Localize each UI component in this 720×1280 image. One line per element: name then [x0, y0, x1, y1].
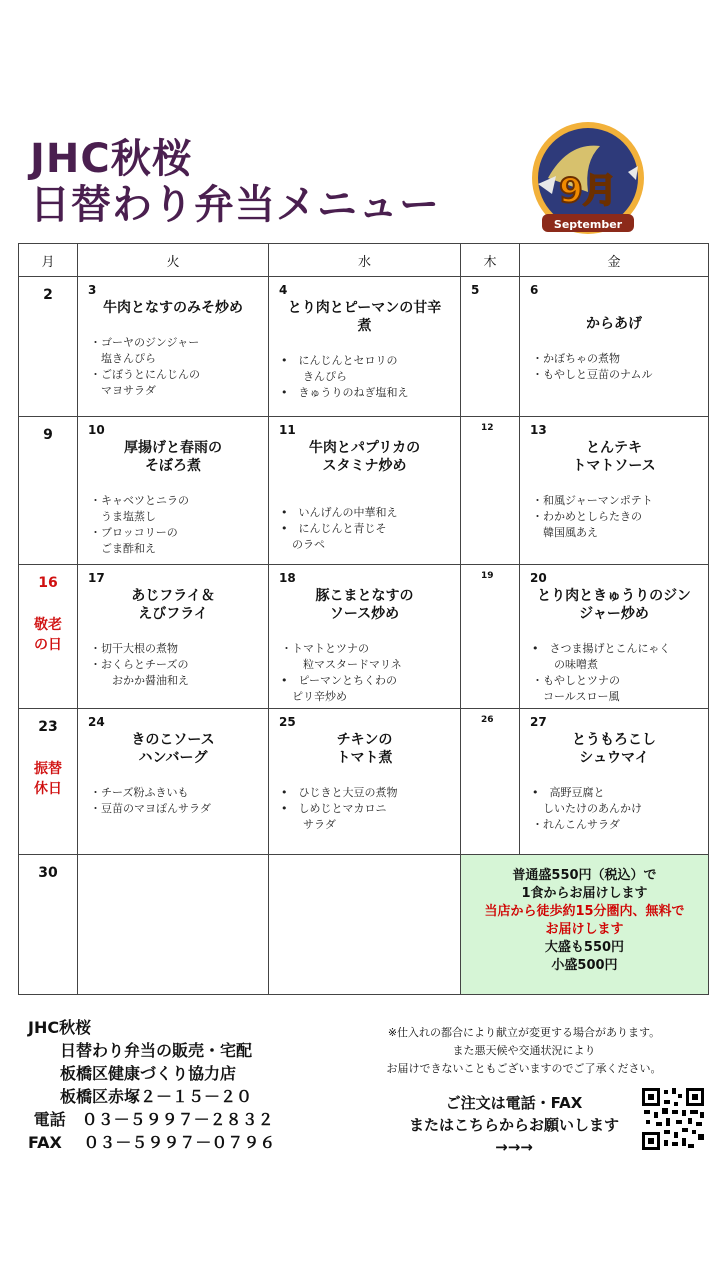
delivery-note: 当店から徒歩約15分圏内、無料で	[484, 904, 685, 919]
side-dish: • 高野豆腐と しいたけのあんかけ	[532, 786, 642, 815]
side-dish: ・切干大根の煮物	[90, 642, 178, 655]
week-row-1	[19, 277, 709, 417]
day-cell-mon	[19, 709, 78, 855]
shop-name: JHC秋桜	[28, 1018, 92, 1037]
thu-cell	[461, 709, 520, 855]
side-dish: • きゅうりのねぎ塩和え	[281, 386, 409, 399]
side-dishes	[78, 785, 268, 817]
day-number: 27	[530, 715, 547, 729]
side-dish: • にんじんと青じそ のラペ	[281, 522, 387, 551]
day-number: 13	[530, 423, 547, 437]
side-dish: • しめじとマカロニ サラダ	[281, 802, 387, 831]
weekday-header-row	[19, 244, 709, 277]
side-dishes	[78, 335, 268, 399]
side-dishes	[269, 353, 460, 401]
thu-cell	[461, 277, 520, 417]
main-dish: とんテキ トマトソース	[572, 440, 656, 474]
day-number: 30	[38, 865, 58, 881]
side-dish: ・かぼちゃの煮物	[532, 352, 620, 365]
menu-cell	[520, 417, 709, 565]
side-dishes	[269, 785, 460, 833]
side-dishes	[269, 505, 460, 553]
side-dishes	[78, 641, 268, 689]
menu-cell	[78, 277, 269, 417]
menu-cell	[78, 709, 269, 855]
day-number: 16	[38, 575, 58, 591]
main-dish: 豚こまとなすの ソース炒め	[315, 588, 414, 622]
side-dishes	[269, 641, 460, 705]
day-number: 10	[88, 423, 105, 437]
day-cell-mon	[19, 565, 78, 709]
day-number: 20	[530, 571, 547, 585]
side-dish: • ひじきと大豆の煮物	[281, 786, 398, 799]
price-line: 1食からお届けします	[521, 886, 648, 901]
main-dish: とり肉とピーマンの甘辛 煮	[287, 300, 442, 334]
arrows: →→→	[495, 1138, 533, 1156]
day-number: 9	[43, 427, 53, 443]
notice-line: ※仕入れの都合により献立が変更する場合があります。	[387, 1026, 661, 1039]
thu-cell	[461, 565, 520, 709]
qr-code-icon[interactable]	[640, 1086, 706, 1152]
side-dish: ・もやしとツナの コールスロー風	[532, 674, 620, 703]
main-dish: あじフライ＆ えびフライ	[131, 588, 215, 622]
shop-description: 日替わり弁当の販売・宅配	[28, 1041, 253, 1060]
side-dish: ・豆苗のマヨぽんサラダ	[90, 802, 211, 815]
side-dish: ・わかめとしらたきの 韓国風あえ	[532, 510, 642, 539]
main-dish: とうもろこし シュウマイ	[572, 732, 656, 766]
side-dishes	[520, 351, 708, 383]
shop-phone: 電話 ０３－５９９７－２８３２	[28, 1110, 274, 1129]
shop-fax: FAX ０３－５９９７－０７９６	[28, 1133, 276, 1152]
day-number: 4	[279, 283, 288, 297]
main-dish: きのこソース ハンバーグ	[131, 732, 215, 766]
thu-cell	[461, 417, 520, 565]
side-dish: ・ブロッコリーの ごま酢和え	[90, 526, 178, 555]
badge-month-text: 9月	[559, 171, 617, 211]
week-row-3	[19, 565, 709, 709]
day-number: 24	[88, 715, 105, 729]
price-line: 大盛も550円	[544, 940, 625, 955]
order-instructions	[384, 1092, 644, 1158]
day-number: 26	[481, 715, 494, 725]
day-number: 25	[279, 715, 296, 729]
main-dish: 牛肉となすのみそ炒め	[103, 300, 243, 316]
menu-cell	[269, 277, 461, 417]
notice-line: お届けできないこともございますのでご了承ください。	[386, 1062, 662, 1075]
page-title	[30, 136, 440, 228]
menu-cell	[520, 709, 709, 855]
day-number: 11	[279, 423, 296, 437]
side-dish: ・キャベツとニラの うま塩蒸し	[90, 494, 189, 523]
main-dish: 牛肉とパプリカの スタミナ炒め	[308, 440, 421, 474]
delivery-note: お届けします	[545, 922, 624, 937]
day-cell-mon	[19, 417, 78, 565]
holiday-label: 振替 休日	[34, 761, 62, 797]
weekday-fri: 金	[520, 244, 709, 277]
day-number: 5	[471, 283, 480, 297]
main-dish: とり肉ときゅうりのジン ジャー炒め	[537, 588, 691, 622]
side-dish: ・おくらとチーズの おかか醤油和え	[90, 658, 189, 687]
empty-cell	[269, 855, 461, 995]
week-row-2	[19, 417, 709, 565]
september-badge	[528, 122, 648, 242]
side-dishes	[78, 493, 268, 557]
side-dish: • ピーマンとちくわの ピリ辛炒め	[281, 674, 398, 703]
order-line: ご注文は電話・FAX	[445, 1094, 583, 1112]
price-line: 小盛500円	[551, 958, 618, 973]
weekday-wed: 水	[269, 244, 461, 277]
menu-cell	[269, 417, 461, 565]
day-cell-mon	[19, 277, 78, 417]
side-dish: • にんじんとセロリの きんぴら	[281, 354, 398, 383]
holiday-label: 敬老 の日	[34, 617, 62, 653]
side-dishes	[520, 493, 708, 541]
menu-cell	[269, 565, 461, 709]
main-dish: からあげ	[586, 316, 642, 332]
day-number: 12	[481, 423, 494, 433]
price-line: 普通盛550円（税込）で	[512, 868, 657, 883]
badge-sub-text: September	[553, 218, 623, 231]
day-number: 23	[38, 719, 58, 735]
day-number: 19	[481, 571, 494, 581]
menu-cell	[78, 565, 269, 709]
side-dish: ・れんこんサラダ	[532, 818, 620, 831]
day-number: 6	[530, 283, 539, 297]
side-dish: ・ごぼうとにんじんの マヨサラダ	[90, 368, 200, 397]
week-row-4	[19, 709, 709, 855]
shop-info	[28, 1016, 275, 1154]
weekday-tue: 火	[78, 244, 269, 277]
menu-calendar	[18, 243, 709, 995]
shop-description: 板橋区健康づくり協力店	[28, 1064, 237, 1083]
side-dish: ・チーズ粉ふきいも	[90, 786, 189, 799]
day-cell-mon	[19, 855, 78, 995]
notice-text	[354, 1024, 694, 1078]
shop-address: 板橋区赤塚２－１５－２０	[28, 1087, 253, 1106]
title-line-2: 日替わり弁当メニュー	[30, 182, 440, 228]
side-dish: • いんげんの中華和え	[281, 506, 398, 519]
week-row-5	[19, 855, 709, 995]
notice-line: また悪天候や交通状況により	[452, 1044, 596, 1057]
side-dish: ・トマトとツナの 粒マスタードマリネ	[281, 642, 402, 671]
title-line-1: JHC秋桜	[30, 136, 193, 182]
side-dish: ・ゴーヤのジンジャー 塩きんぴら	[90, 336, 200, 365]
weekday-mon: 月	[19, 244, 78, 277]
weekday-thu: 木	[461, 244, 520, 277]
menu-cell	[520, 277, 709, 417]
day-number: 3	[88, 283, 97, 297]
menu-cell	[269, 709, 461, 855]
side-dish: ・もやしと豆苗のナムル	[532, 368, 653, 381]
day-number: 18	[279, 571, 296, 585]
order-line: またはこちらからお願いします	[408, 1116, 619, 1134]
day-number: 17	[88, 571, 105, 585]
empty-cell	[78, 855, 269, 995]
main-dish: 厚揚げと春雨の そぼろ煮	[124, 440, 222, 474]
side-dishes	[520, 641, 708, 705]
price-info-box	[461, 855, 709, 995]
side-dish: • さつま揚げとこんにゃく の味噌煮	[532, 642, 671, 671]
menu-cell	[520, 565, 709, 709]
main-dish: チキンの トマト煮	[336, 732, 393, 766]
side-dish: ・和風ジャーマンポテト	[532, 494, 653, 507]
side-dishes	[520, 785, 708, 833]
menu-cell	[78, 417, 269, 565]
day-number: 2	[43, 287, 53, 303]
